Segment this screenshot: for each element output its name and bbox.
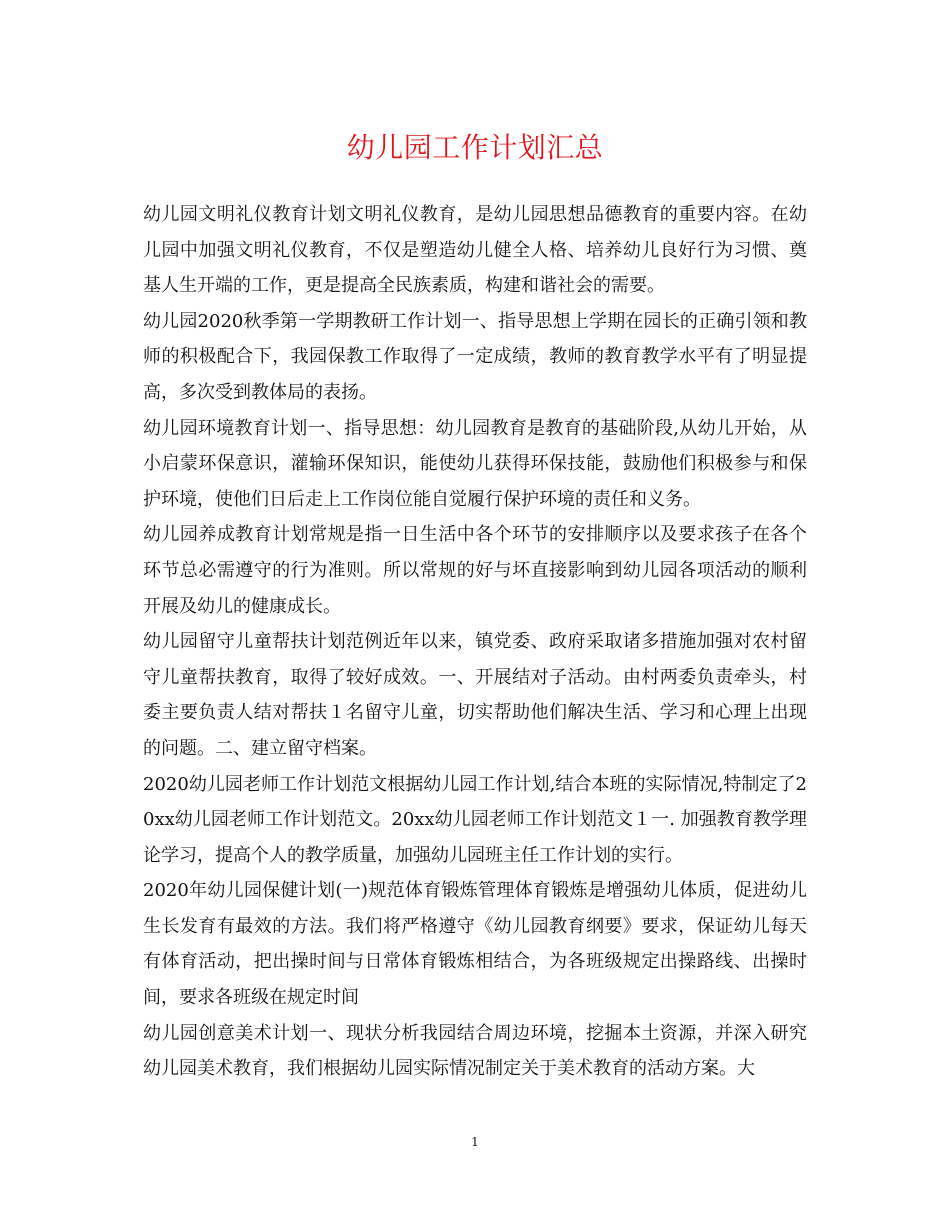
paragraph: 幼儿园养成教育计划常规是指一日生活中各个环节的安排顺序以及要求孩子在各个环节总必需遵守的行为准则。所以常规的好与坏直接影响到幼儿园各项活动的顺利开展及幼儿的健康成长。 bbox=[143, 524, 807, 617]
paragraph: 2020年幼儿园保健计划(一)规范体育锻炼管理体育锻炼是增强幼儿体质，促进幼儿生长发育有最效的方法。我们将严格遵守《幼儿园教育纲要》要求，保证幼儿每天有体育活动，把出操时间与日常体育锻炼相结合，为各班级规定出操路线、出操时间，要求各班级在规定时间 bbox=[143, 880, 807, 1009]
paragraph: 2020幼儿园老师工作计划范文根据幼儿园工作计划,结合本班的实际情况,特制定了20xx幼儿园老师工作计划范文。20xx幼儿园老师工作计划范文１一. 加强教育教学理论学习，提高个人的教学质量，加强幼儿园班主任工作计划的实行。 bbox=[143, 773, 807, 866]
paragraph: 幼儿园留守儿童帮扶计划范例近年以来，镇党委、政府采取诸多措施加强对农村留守儿童帮扶教育，取得了较好成效。一、开展结对子活动。由村两委负责牵头，村委主要负责人结对帮扶１名留守儿童，切实帮助他们解决生活、学习和心理上出现的问题。二、建立留守档案。 bbox=[143, 631, 807, 759]
document-body bbox=[143, 197, 807, 1087]
page-number: 1 bbox=[471, 1135, 479, 1149]
paragraph: 幼儿园创意美术计划一、现状分析我园结合周边环境，挖掘本土资源，并深入研究幼儿园美术教育，我们根据幼儿园实际情况制定关于美术教育的活动方案。大 bbox=[143, 1022, 807, 1080]
paragraph: 幼儿园环境教育计划一、指导思想：幼儿园教育是教育的基础阶段,从幼儿开始，从小启蒙环保意识，灌输环保知识，能使幼儿获得环保技能，鼓励他们积极参与和保护环境，使他们日后走上工作岗位能自觉履行保护环境的责任和义务。 bbox=[143, 417, 807, 510]
page-title: 幼儿园工作计划汇总 bbox=[346, 131, 604, 164]
paragraph: 幼儿园文明礼仪教育计划文明礼仪教育，是幼儿园思想品德教育的重要内容。在幼儿园中加强文明礼仪教育，不仅是塑造幼儿健全人格、培养幼儿良好行为习惯、奠基人生开端的工作，更是提高全民族素质，构建和谐社会的需要。 bbox=[143, 204, 807, 297]
paragraph: 幼儿园2020秋季第一学期教研工作计划一、指导思想上学期在园长的正确引领和教师的积极配合下，我园保教工作取得了一定成绩，教师的教育教学水平有了明显提高，多次受到教体局的表扬。 bbox=[143, 310, 807, 403]
